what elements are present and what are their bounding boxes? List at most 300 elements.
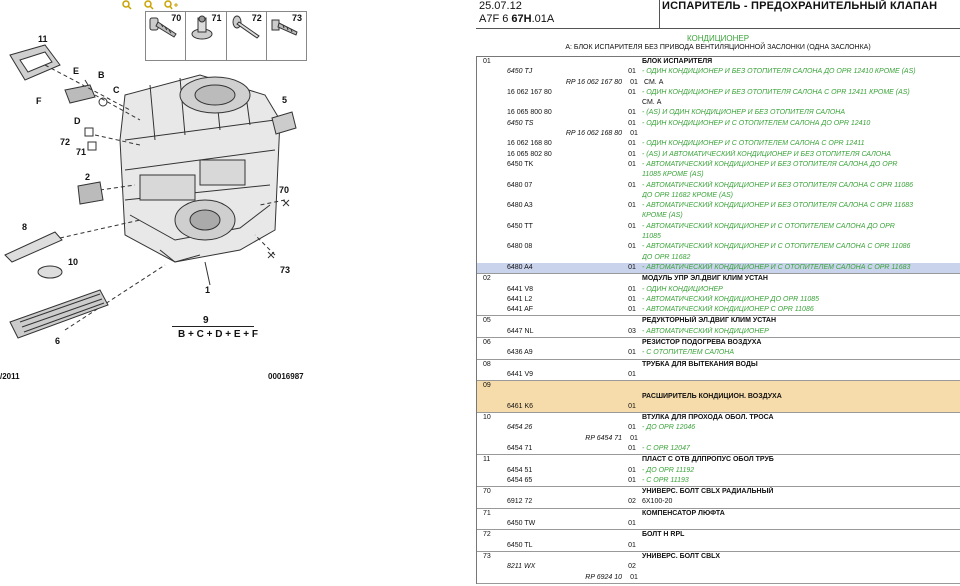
part-reference [507, 191, 622, 201]
table-row[interactable] [477, 305, 960, 315]
item-number [477, 108, 507, 118]
table-row [477, 57, 960, 67]
item-number [477, 170, 507, 180]
part-reference[interactable]: RP 6454 71 [585, 434, 622, 442]
item-number: 70 [483, 488, 491, 496]
item-number [477, 67, 507, 77]
quantity: 01 [628, 181, 636, 189]
diagram-code: 00016987 [268, 372, 304, 381]
part-description [644, 573, 960, 583]
item-number [477, 98, 507, 108]
part-reference[interactable]: 6441 V8 [507, 285, 534, 293]
part-reference [507, 211, 622, 221]
formula-numerator: 9 [203, 315, 209, 326]
item-number [477, 222, 507, 232]
item-number: 02 [483, 275, 491, 283]
quantity: 01 [628, 202, 636, 210]
table-row [477, 487, 960, 497]
part-description: 6X100-20 [642, 498, 673, 506]
table-row [477, 360, 960, 370]
part-description: 11085 КРОМЕ (AS) [642, 171, 704, 179]
quantity: 01 [628, 68, 636, 76]
quantity [622, 392, 642, 402]
parts-group [477, 381, 960, 413]
parts-catalogue [476, 0, 960, 586]
catalogue-date: 25.07.12 [479, 0, 522, 12]
item-number [477, 78, 507, 88]
part-description [644, 434, 960, 444]
part-reference[interactable]: 16 062 167 80 [507, 88, 552, 96]
formula-divider [172, 326, 254, 327]
table-row [477, 191, 960, 201]
item-number [477, 497, 507, 507]
part-reference[interactable]: 16 065 802 80 [507, 150, 552, 158]
parts-group [477, 274, 960, 316]
part-description: БЛОК ИСПАРИТЕЛЯ [642, 58, 713, 65]
table-row[interactable] [477, 519, 960, 529]
quantity: 01 [628, 243, 636, 251]
quantity [622, 381, 642, 391]
part-reference[interactable]: 6480 A3 [507, 202, 533, 210]
item-number: 09 [483, 382, 491, 390]
part-reference [507, 455, 622, 465]
item-number [477, 88, 507, 98]
table-row[interactable] [477, 160, 960, 170]
callout-B[interactable]: B [98, 70, 105, 80]
item-number [477, 191, 507, 201]
part-reference[interactable]: 6454 51 [507, 466, 533, 474]
table-row[interactable] [477, 285, 960, 295]
quantity [622, 530, 642, 540]
table-row[interactable] [477, 497, 960, 507]
quantity [622, 274, 642, 284]
part-reference[interactable]: 6450 TS [507, 119, 534, 127]
section-title: КОНДИЦИОНЕР [686, 34, 750, 43]
thumb-label: 72 [251, 13, 262, 23]
part-description [642, 402, 960, 412]
table-row[interactable] [477, 108, 960, 118]
quantity: 01 [628, 160, 636, 168]
part-reference[interactable]: 6450 TW [507, 520, 536, 528]
quantity [622, 316, 642, 326]
item-number: 01 [483, 58, 491, 65]
part-reference [507, 98, 622, 108]
quantity: 01 [628, 402, 636, 410]
part-description: - АВТОМАТИЧЕСКИЙ КОНДИЦИОНЕР И БЕЗ ОТОПИТЕЛЯ САЛОНА ДО OPR [642, 160, 898, 168]
quantity: 01 [628, 476, 636, 484]
part-description: - АВТОМАТИЧЕСКИЙ КОНДИЦИОНЕР ДО OPR 11085 [642, 295, 820, 303]
part-description: - АВТОМАТИЧЕСКИЙ КОНДИЦИОНЕР И БЕЗ ОТОПИТЕЛЯ САЛОНА С OPR 11683 [642, 202, 914, 210]
parts-group [477, 455, 960, 487]
part-description: ТРУБКА ДЛЯ ВЫТЕКАНИЯ ВОДЫ [642, 360, 758, 368]
part-description: - С OPR 12047 [642, 444, 690, 452]
code-bold: 67H [511, 13, 532, 25]
part-description: СМ. A [644, 78, 664, 86]
callout-2[interactable]: 2 [85, 172, 91, 182]
part-reference [507, 338, 622, 348]
header-divider [659, 0, 660, 28]
item-number [477, 211, 507, 221]
item-number [477, 392, 507, 402]
callout-73[interactable]: 73 [280, 265, 291, 275]
quantity: 01 [628, 306, 636, 314]
quantity [622, 57, 642, 67]
quantity: 01 [630, 130, 638, 138]
part-reference[interactable]: RP 16 062 167 80 [565, 78, 622, 86]
table-row [477, 274, 960, 284]
table-row [477, 455, 960, 465]
item-number [477, 263, 507, 273]
part-description: - АВТОМАТИЧЕСКИЙ КОНДИЦИОНЕР [642, 327, 769, 335]
part-reference[interactable]: 6450 TK [507, 160, 534, 168]
table-row [477, 338, 960, 348]
exploded-diagram[interactable] [0, 0, 470, 586]
item-number [477, 253, 507, 263]
quantity: 01 [628, 263, 636, 271]
quantity [622, 170, 642, 180]
table-row [477, 253, 960, 263]
table-row [477, 413, 960, 423]
item-number: 10 [483, 414, 491, 422]
table-row[interactable] [477, 222, 960, 232]
quantity: 01 [628, 222, 636, 230]
part-reference[interactable]: 6441 L2 [507, 295, 533, 303]
part-reference[interactable]: 6454 26 [507, 424, 533, 432]
quantity: 02 [628, 563, 636, 571]
table-row [477, 211, 960, 221]
quantity [622, 232, 642, 242]
item-number [477, 295, 507, 305]
table-row[interactable] [477, 573, 960, 583]
table-row[interactable] [477, 327, 960, 337]
table-row[interactable] [477, 423, 960, 433]
table-row[interactable] [477, 348, 960, 358]
item-number: 06 [483, 339, 491, 347]
part-description: - АВТОМАТИЧЕСКИЙ КОНДИЦИОНЕР И БЕЗ ОТОПИТЕЛЯ САЛОНА С OPR 11086 [642, 181, 914, 189]
part-description: - ОДИН КОНДИЦИОНЕР И С ОТОПИТЕЛЕМ САЛОНА ДО OPR 12410 [642, 119, 871, 127]
part-description: ПЛАСТ С ОТВ ДЛПРОПУС ОБОЛ ТРУБ [642, 456, 774, 464]
quantity: 01 [628, 424, 636, 432]
callout-71[interactable]: 71 [76, 147, 87, 157]
table-row[interactable] [477, 434, 960, 444]
part-description: - АВТОМАТИЧЕСКИЙ КОНДИЦИОНЕР И С ОТОПИТЕЛЕМ САЛОНА ДО OPR [642, 222, 895, 230]
parts-group [477, 530, 960, 552]
part-description: - ДО OPR 11192 [642, 466, 695, 474]
table-row[interactable] [477, 150, 960, 160]
callout-6[interactable]: 6 [55, 336, 61, 346]
parts-group [477, 360, 960, 382]
part-reference[interactable]: RP 6924 10 [585, 573, 622, 581]
callout-11[interactable]: 11 [38, 34, 48, 44]
part-description: - С OPR 11193 [642, 476, 689, 484]
quantity: 01 [628, 520, 636, 528]
table-row[interactable] [477, 370, 960, 380]
part-reference [507, 253, 622, 263]
table-row[interactable] [477, 295, 960, 305]
quantity: 02 [628, 498, 636, 506]
part-description: МОДУЛЬ УПР ЭЛ.ДВИГ КЛИМ УСТАН [642, 275, 768, 283]
part-description: - (AS) И ОДИН КОНДИЦИОНЕР И БЕЗ ОТОПИТЕЛЯ САЛОНА [642, 109, 846, 117]
part-reference[interactable]: 6450 TT [507, 222, 533, 230]
part-description: 11085 [642, 233, 661, 241]
parts-group [477, 338, 960, 360]
callout-10[interactable]: 10 [68, 257, 79, 267]
callout-D[interactable]: D [74, 116, 81, 126]
part-description: РЕДУКТОРНЫЙ ЭЛ.ДВИГ КЛИМ УСТАН [642, 317, 777, 325]
item-number: 05 [483, 317, 491, 325]
part-description: РЕЗИСТОР ПОДОГРЕВА ВОЗДУХА [642, 339, 762, 347]
code-suffix: .01A [531, 13, 555, 25]
part-reference [507, 274, 622, 284]
part-description: - С ОТОПИТЕЛЕМ САЛОНА [642, 349, 735, 357]
part-reference [507, 57, 622, 67]
item-number: 73 [483, 552, 491, 560]
part-description: ДО OPR 11682 КРОМЕ (AS) [642, 191, 734, 199]
item-number [477, 519, 507, 529]
quantity: 01 [630, 78, 638, 86]
quantity [622, 509, 642, 519]
thumb-label: 71 [211, 13, 222, 23]
part-description [644, 129, 960, 139]
table-row[interactable] [477, 129, 960, 139]
table-row [477, 316, 960, 326]
table-row[interactable] [477, 201, 960, 211]
quantity [622, 552, 642, 562]
quantity: 01 [628, 119, 636, 127]
quantity [622, 413, 642, 423]
table-row[interactable] [477, 263, 960, 273]
table-row[interactable] [477, 67, 960, 77]
part-description [642, 519, 960, 529]
item-number: 08 [483, 360, 491, 368]
part-description: СМ. A [642, 99, 662, 107]
callout-F[interactable]: F [36, 96, 42, 106]
part-reference [507, 381, 622, 391]
quantity: 01 [628, 150, 636, 158]
callout-70[interactable]: 70 [279, 185, 290, 195]
item-number [477, 466, 507, 476]
item-number [477, 201, 507, 211]
item-number [477, 232, 507, 242]
quantity: 01 [628, 466, 636, 474]
part-description: БОЛТ Н RPL [642, 531, 685, 539]
part-reference[interactable]: 8211 WX [507, 563, 536, 571]
evaporator-drawing [0, 0, 470, 586]
table-row [477, 98, 960, 108]
quantity [622, 191, 642, 201]
part-description: - АВТОМАТИЧЕСКИЙ КОНДИЦИОНЕР И С ОТОПИТЕЛЕМ САЛОНА С OPR 11683 [642, 263, 911, 271]
callout-1[interactable]: 1 [205, 285, 211, 295]
part-description: КРОМЕ (AS) [642, 212, 683, 220]
part-reference [507, 552, 622, 562]
part-reference[interactable]: 6441 V9 [507, 370, 534, 378]
table-row [477, 552, 960, 562]
callout-E[interactable]: E [73, 66, 80, 76]
part-description: КОМПЕНСАТОР ЛЮФТА [642, 509, 725, 517]
part-reference[interactable]: 6441 AF [507, 306, 534, 314]
quantity [622, 455, 642, 465]
quantity [622, 253, 642, 263]
item-number [477, 541, 507, 551]
part-reference[interactable]: 16 062 168 80 [507, 140, 552, 148]
quantity [622, 98, 642, 108]
table-row[interactable] [477, 181, 960, 191]
table-row[interactable] [477, 402, 960, 412]
item-number [477, 305, 507, 315]
table-row[interactable] [477, 119, 960, 129]
parts-group [477, 57, 960, 274]
part-description: - ОДИН КОНДИЦИОНЕР [642, 285, 723, 293]
code-prefix: A7F 6 [479, 13, 512, 25]
part-reference [507, 316, 622, 326]
callout-5[interactable]: 5 [282, 95, 288, 105]
table-row [477, 509, 960, 519]
part-description [642, 370, 960, 380]
part-description: ВТУЛКА ДЛЯ ПРОХОДА ОБОЛ. ТРОСА [642, 414, 774, 422]
item-number: 71 [483, 509, 491, 517]
part-reference[interactable]: 6450 TL [507, 541, 533, 549]
quantity: 01 [628, 285, 636, 293]
item-number [477, 476, 507, 486]
part-description [642, 541, 960, 551]
thumb-label: 73 [291, 13, 302, 23]
quantity: 01 [628, 370, 636, 378]
table-row[interactable] [477, 466, 960, 476]
item-number [477, 150, 507, 160]
part-reference[interactable]: 6454 71 [507, 444, 533, 452]
item-number [477, 370, 507, 380]
item-number [477, 139, 507, 149]
quantity: 01 [628, 295, 636, 303]
quantity [622, 487, 642, 497]
quantity: 01 [628, 349, 636, 357]
table-row[interactable] [477, 88, 960, 98]
part-reference [507, 360, 622, 370]
part-reference[interactable]: 6436 A9 [507, 349, 533, 357]
item-number [477, 327, 507, 337]
part-description: УНИВЕРС. БОЛТ CBLX [642, 552, 721, 560]
part-reference[interactable]: 6447 NL [507, 327, 534, 335]
parts-group [477, 552, 960, 584]
parts-group [477, 316, 960, 338]
table-row[interactable] [477, 541, 960, 551]
part-description: ДО OPR 11682 [642, 253, 691, 261]
item-number [477, 129, 507, 139]
part-reference[interactable]: RP 16 062 168 80 [565, 130, 622, 138]
item-number [477, 562, 507, 572]
parts-group [477, 413, 960, 455]
quantity: 01 [628, 444, 636, 452]
item-number [477, 573, 507, 583]
table-row [477, 392, 960, 402]
part-description: - ОДИН КОНДИЦИОНЕР И БЕЗ ОТОПИТЕЛЯ САЛОНА С OPR 12411 КРОМЕ (AS) [642, 88, 910, 96]
item-number [477, 402, 507, 412]
table-row[interactable] [477, 476, 960, 486]
item-number: 72 [483, 531, 491, 539]
item-number [477, 160, 507, 170]
part-description: - АВТОМАТИЧЕСКИЙ КОНДИЦИОНЕР С OPR 11086 [642, 306, 814, 314]
quantity: 03 [628, 327, 636, 335]
parts-group [477, 487, 960, 509]
thumb-label: 70 [171, 13, 182, 23]
formula-denominator: B + C + D + E + F [178, 329, 259, 340]
section-subtitle: A: БЛОК ИСПАРИТЕЛЯ БЕЗ ПРИВОДА ВЕНТИЛЯЦИОННОЙ ЗАСЛОНКИ (ОДНА ЗАСЛОНКА) [565, 44, 871, 51]
item-number [477, 423, 507, 433]
header-rule [476, 28, 960, 29]
table-row [477, 232, 960, 242]
item-number [477, 285, 507, 295]
table-row[interactable] [477, 242, 960, 252]
table-row [477, 530, 960, 540]
part-description: - ОДИН КОНДИЦИОНЕР И С ОТОПИТЕЛЕМ САЛОНА С OPR 12411 [642, 140, 865, 148]
part-reference[interactable]: 6480 08 [507, 243, 533, 251]
table-row [477, 381, 960, 391]
part-reference [507, 170, 622, 180]
part-description: - ОДИН КОНДИЦИОНЕР И БЕЗ ОТОПИТЕЛЯ САЛОНА ДО OPR 12410 КРОМЕ (AS) [642, 68, 916, 76]
quantity: 01 [628, 88, 636, 96]
quantity: 01 [630, 573, 638, 581]
quantity: 01 [628, 140, 636, 148]
item-number [477, 348, 507, 358]
table-row[interactable] [477, 139, 960, 149]
quantity: 01 [628, 109, 636, 117]
part-reference [507, 487, 622, 497]
diagram-date: /2011 [0, 372, 20, 381]
parts-group [477, 509, 960, 531]
item-number [477, 181, 507, 191]
part-reference [507, 530, 622, 540]
item-number [477, 119, 507, 129]
part-reference[interactable]: 6480 07 [507, 181, 533, 189]
part-reference [507, 232, 622, 242]
table-row[interactable] [477, 78, 960, 88]
catalogue-code [479, 13, 554, 25]
table-row[interactable] [477, 444, 960, 454]
quantity [622, 360, 642, 370]
part-description [642, 381, 960, 391]
callout-8[interactable]: 8 [22, 222, 28, 232]
part-description: - (AS) И АВТОМАТИЧЕСКИЙ КОНДИЦИОНЕР И БЕЗ ОТОПИТЕЛЯ САЛОНА [642, 150, 891, 158]
part-reference[interactable]: 6450 TJ [507, 68, 533, 76]
item-number: 11 [483, 456, 491, 464]
part-description [642, 562, 960, 572]
part-reference[interactable]: 6461 K6 [507, 402, 534, 410]
parts-table [476, 56, 960, 584]
part-reference[interactable]: 6912 72 [507, 498, 533, 506]
item-number [477, 444, 507, 454]
part-description: - ДО OPR 12046 [642, 424, 696, 432]
table-row[interactable] [477, 562, 960, 572]
quantity [622, 338, 642, 348]
part-description: РАСШИРИТЕЛЬ КОНДИЦИОН. ВОЗДУХА [642, 392, 782, 400]
part-reference[interactable]: 16 065 800 80 [507, 109, 552, 117]
table-row [477, 170, 960, 180]
callout-C[interactable]: C [113, 85, 120, 95]
part-description: - АВТОМАТИЧЕСКИЙ КОНДИЦИОНЕР И С ОТОПИТЕЛЕМ САЛОНА С OPR 11086 [642, 243, 911, 251]
part-description: УНИВЕРС. БОЛТ CBLX РАДИАЛЬНЫЙ [642, 488, 774, 496]
part-reference [507, 413, 622, 423]
part-reference[interactable]: 6480 A4 [507, 263, 533, 271]
quantity [622, 211, 642, 221]
item-number [477, 242, 507, 252]
quantity: 01 [628, 541, 636, 549]
quantity: 01 [630, 434, 638, 442]
page-title: ИСПАРИТЕЛЬ - ПРЕДОХРАНИТЕЛЬНЫЙ КЛАПАН [662, 0, 938, 12]
part-reference[interactable]: 6454 65 [507, 476, 533, 484]
part-reference [507, 509, 622, 519]
item-number [477, 434, 507, 444]
callout-72[interactable]: 72 [60, 137, 71, 147]
